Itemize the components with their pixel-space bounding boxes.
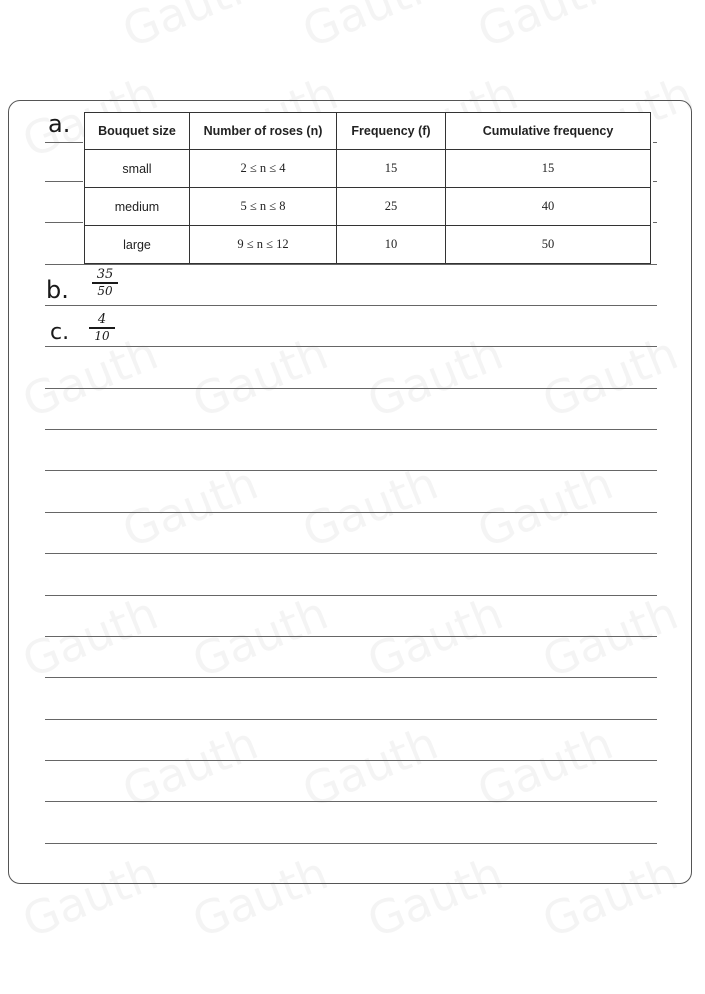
- part-b-label: b.: [46, 276, 69, 304]
- ruled-line: [45, 305, 657, 306]
- watermark: [115, 0, 265, 58]
- ruled-line: [45, 595, 657, 596]
- cell-roses: 9 ≤ n ≤ 12: [190, 226, 337, 264]
- cell-frequency: 10: [337, 226, 446, 264]
- part-b-answer: [92, 268, 118, 297]
- fraction-denominator: 50: [97, 283, 113, 298]
- cell-cumulative: 40: [446, 188, 651, 226]
- table-row: [85, 188, 651, 226]
- ruled-line: [45, 719, 657, 720]
- ruled-line: [45, 181, 83, 182]
- fraction-numerator: 4: [97, 312, 107, 327]
- ruled-line: [45, 760, 657, 761]
- cell-cumulative: 15: [446, 150, 651, 188]
- ruled-line: [45, 429, 657, 430]
- ruled-line: [45, 553, 657, 554]
- watermark: [470, 0, 620, 58]
- cell-frequency: 25: [337, 188, 446, 226]
- header-frequency: Frequency (f): [337, 113, 446, 150]
- ruled-line: [45, 843, 657, 844]
- header-bouquet-size: Bouquet size: [85, 113, 190, 150]
- ruled-line: [45, 388, 657, 389]
- ruled-line: [45, 677, 657, 678]
- header-number-of-roses: Number of roses (n): [190, 113, 337, 150]
- cell-size: large: [85, 226, 190, 264]
- ruled-line: [45, 346, 657, 347]
- cell-size: medium: [85, 188, 190, 226]
- cell-frequency: 15: [337, 150, 446, 188]
- fraction-numerator: 35: [96, 267, 114, 282]
- cell-cumulative: 50: [446, 226, 651, 264]
- table-row: [85, 150, 651, 188]
- cell-size: small: [85, 150, 190, 188]
- ruled-line: [45, 222, 83, 223]
- part-c-label: c.: [50, 320, 70, 345]
- cell-roses: 5 ≤ n ≤ 8: [190, 188, 337, 226]
- table-row: [85, 226, 651, 264]
- cell-roses: 2 ≤ n ≤ 4: [190, 150, 337, 188]
- ruled-line: [653, 142, 657, 143]
- ruled-line: [45, 801, 657, 802]
- ruled-line: [45, 264, 657, 265]
- ruled-line: [45, 512, 657, 513]
- fraction-denominator: 10: [94, 328, 110, 343]
- ruled-line: [45, 142, 83, 143]
- table-header-row: [85, 113, 651, 150]
- header-cumulative-frequency: Cumulative frequency: [446, 113, 651, 150]
- ruled-line: [45, 636, 657, 637]
- frequency-table: [84, 112, 651, 264]
- part-c-answer: [89, 313, 115, 342]
- ruled-line: [653, 222, 657, 223]
- ruled-line: [653, 181, 657, 182]
- watermark: [295, 0, 445, 58]
- ruled-line: [45, 470, 657, 471]
- part-a-label: a.: [48, 110, 71, 138]
